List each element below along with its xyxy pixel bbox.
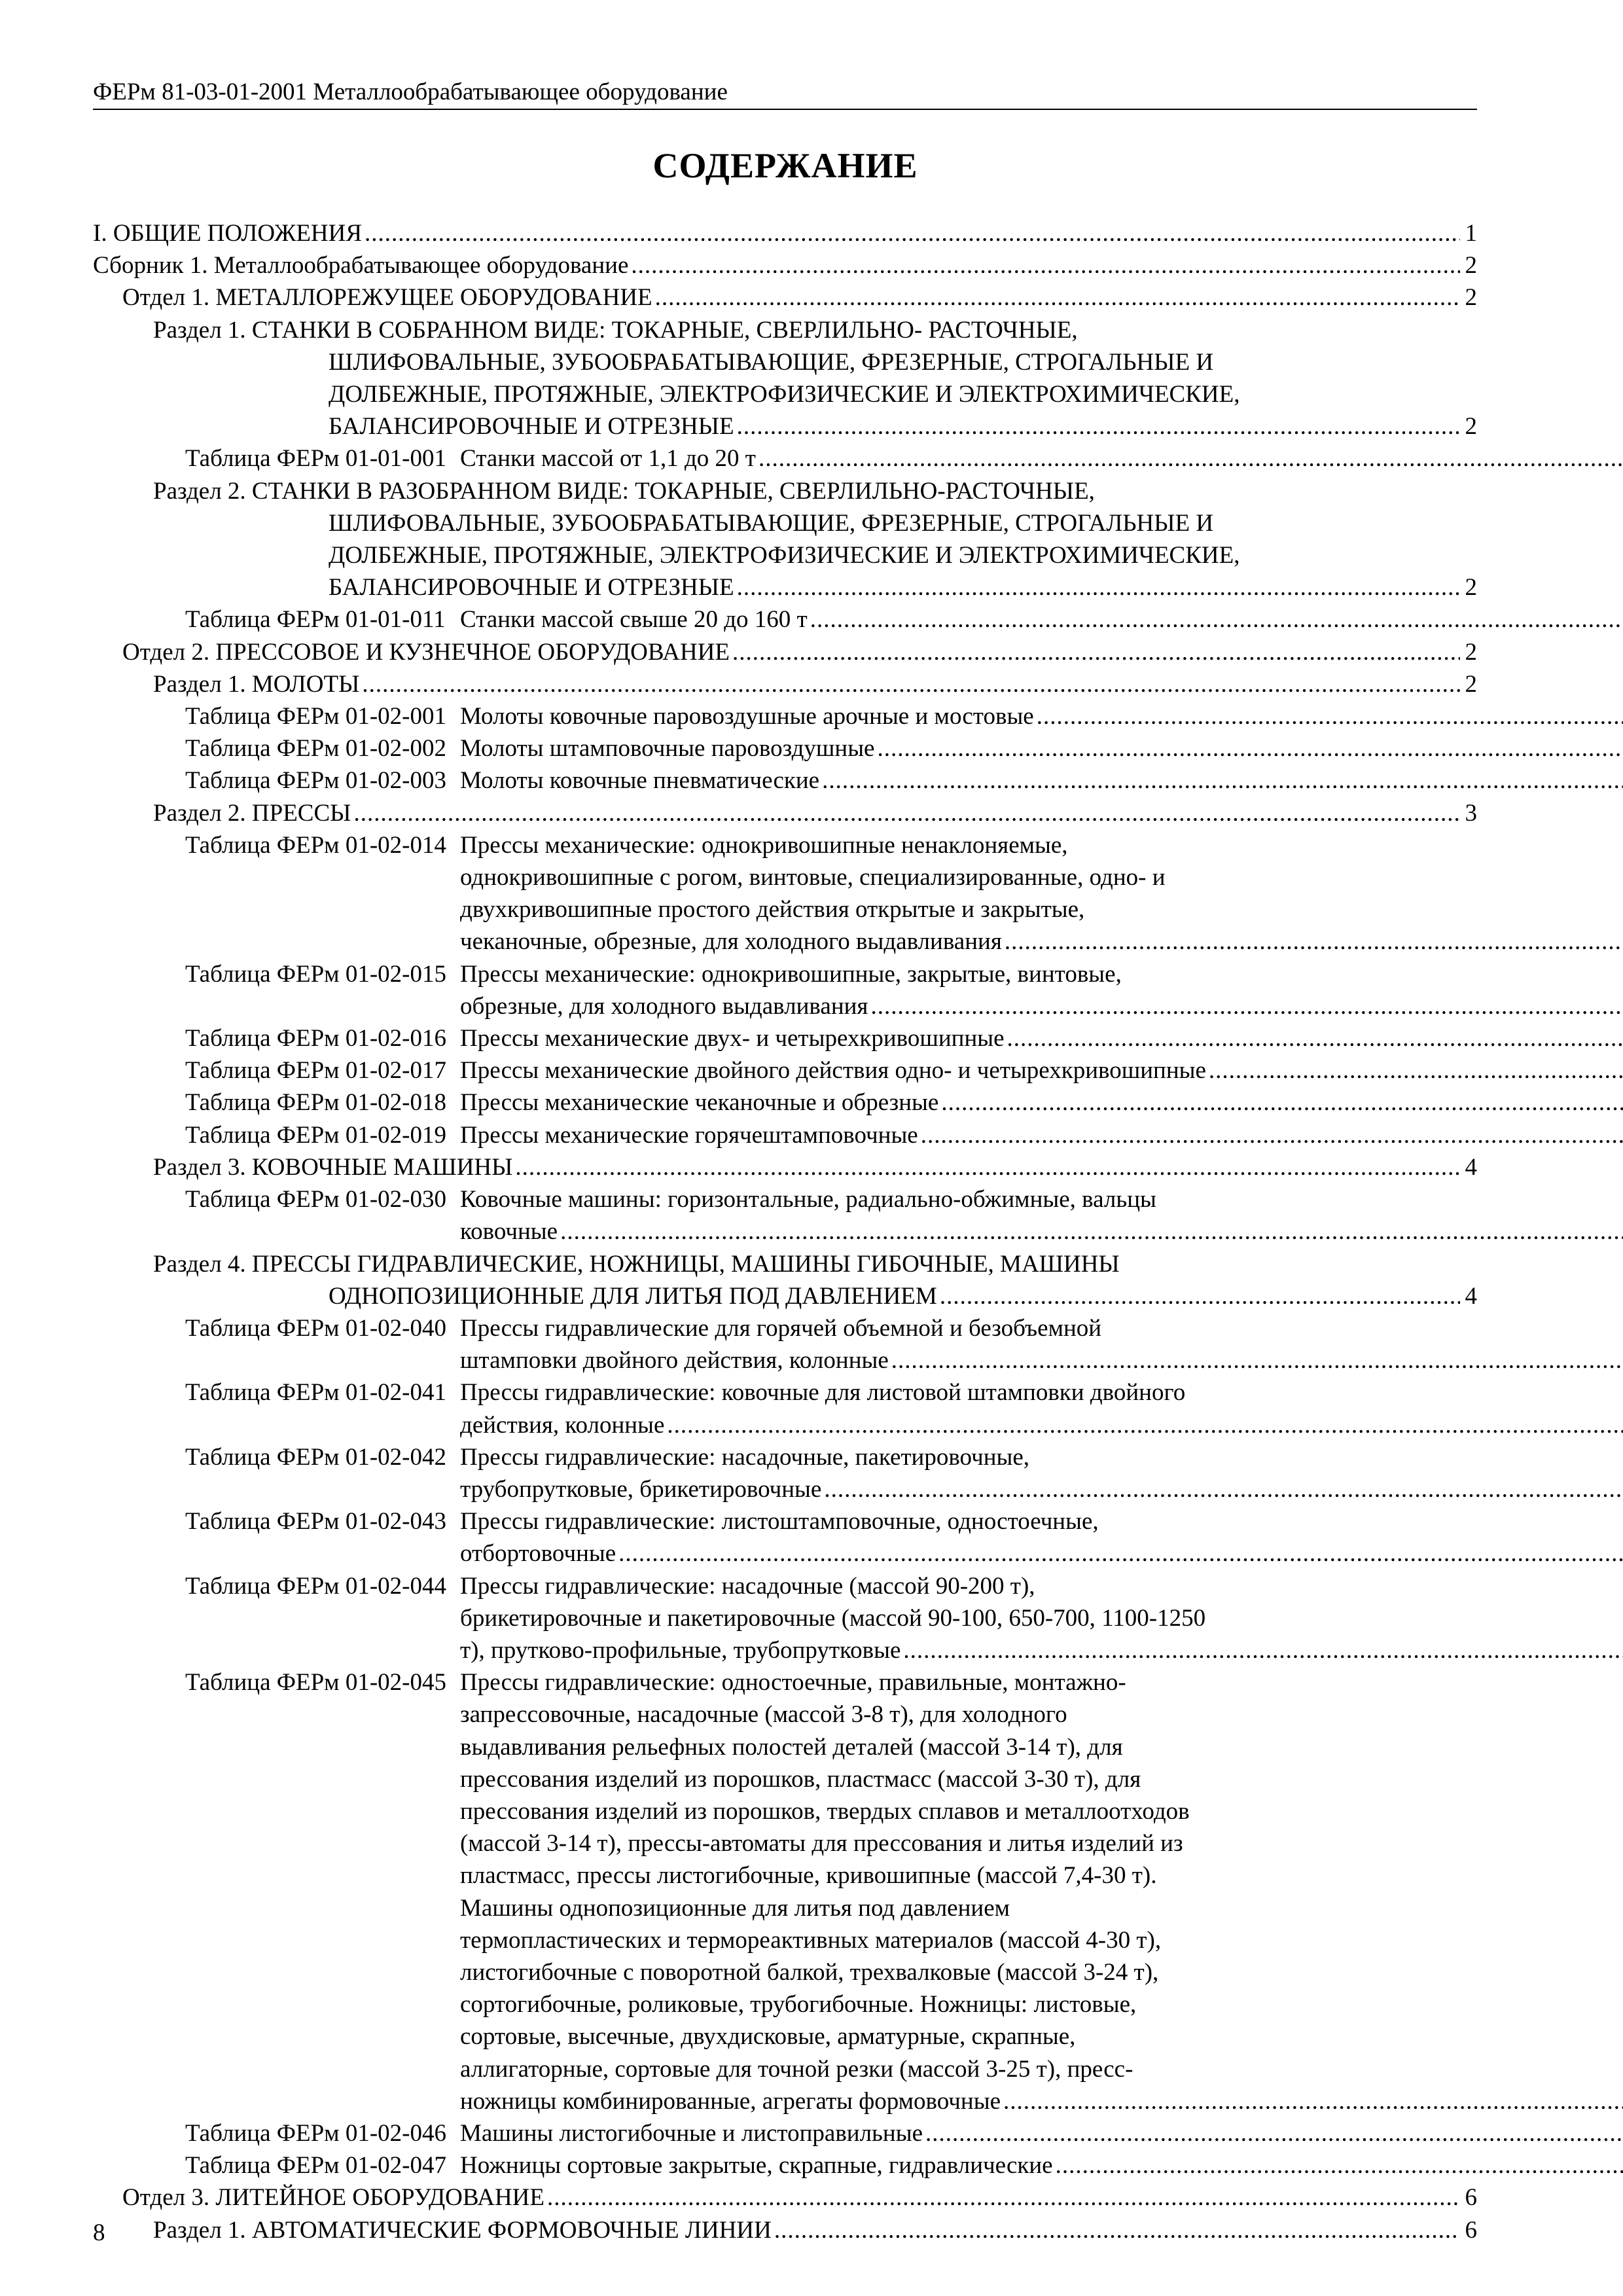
toc-entry-line: Прессы гидравлические: насадочные, пакетировочные, — [460, 1443, 1030, 1471]
toc-entry-title: Прессы механические двойного действия одно- и четырехкривошипные — [460, 1057, 1206, 1085]
toc-entry-title: действия, колонные — [460, 1411, 665, 1439]
table-code: Таблица ФЕРм 01-02-014 — [185, 831, 446, 859]
table-code: Таблица ФЕРм 01-01-001 — [185, 445, 446, 473]
toc-entry-line: Прессы гидравлические: листоштамповочные, одностоечные, — [460, 1508, 1099, 1535]
table-code: Таблица ФЕРм 01-02-001 — [185, 703, 446, 730]
dot-leader — [362, 668, 1460, 700]
table-code: Таблица ФЕРм 01-02-015 — [185, 960, 446, 988]
toc-entry[interactable] — [93, 281, 1477, 314]
toc-entry-line: (массой 3-14 т), прессы-автоматы для прессования и литья изделий из — [460, 1830, 1183, 1857]
toc-entry[interactable] — [93, 217, 1477, 249]
toc-page-number: 4 — [1465, 1282, 1477, 1310]
toc-entry-line: Прессы гидравлические: ковочные для листовой штамповки двойного — [460, 1379, 1186, 1407]
toc-entry[interactable] — [93, 1666, 1477, 2117]
page-title: СОДЕРЖАНИЕ — [652, 146, 918, 185]
dot-leader — [732, 636, 1460, 668]
dot-leader — [940, 1280, 1460, 1312]
toc-entry-line: Машины однопозиционные для литья под давлением — [460, 1894, 1010, 1922]
toc-entry[interactable] — [93, 764, 1477, 797]
toc-entry-line: однокривошипные с рогом, винтовые, специализированные, одно- и — [460, 864, 1166, 891]
toc-entry[interactable] — [93, 1119, 1477, 1151]
dot-leader — [810, 603, 1623, 636]
toc-entry-line: листогибочные с поворотной балкой, трехвалковые (массой 3-24 т), — [460, 1958, 1159, 1986]
toc-entry[interactable] — [93, 1505, 1477, 1570]
dot-leader — [1003, 2085, 1623, 2117]
toc-entry[interactable] — [93, 1441, 1477, 1505]
dot-leader — [631, 249, 1460, 281]
toc-entry-title: Машины листогибочные и листоправильные — [460, 2119, 923, 2147]
toc-entry[interactable] — [93, 603, 1477, 636]
toc-entry[interactable] — [93, 1570, 1477, 1667]
table-code: Таблица ФЕРм 01-02-016 — [185, 1025, 446, 1052]
dot-leader — [921, 1119, 1623, 1151]
toc-entry-title: Раздел 2. ПРЕССЫ — [153, 799, 351, 827]
toc-entry[interactable] — [93, 2149, 1477, 2181]
dot-leader — [941, 1086, 1623, 1119]
toc-entry-title: Раздел 1. МОЛОТЫ — [153, 670, 360, 698]
toc-entry-title: Прессы механические двух- и четырехкривошипные — [460, 1025, 1005, 1052]
toc-page-number: 4 — [1465, 1153, 1477, 1181]
toc-entry-title: т), прутково-профильные, трубопрутковые — [460, 1636, 901, 1664]
toc-entry-line: сортовые, высечные, двухдисковые, арматурные, скрапные, — [460, 2023, 1076, 2051]
toc-entry[interactable] — [93, 2117, 1477, 2149]
table-code: Таблица ФЕРм 01-02-003 — [185, 767, 446, 795]
toc-entry-title: Отдел 2. ПРЕССОВОЕ И КУЗНЕЧНОЕ ОБОРУДОВАНИЕ — [122, 638, 730, 666]
toc-entry-title: Молоты ковочные пневматические — [460, 767, 820, 795]
toc-entry-title: Ножницы сортовые закрытые, скрапные, гидравлические — [460, 2152, 1053, 2179]
toc-page-number: 2 — [1465, 638, 1477, 666]
toc-entry[interactable] — [93, 797, 1477, 829]
dot-leader — [903, 1634, 1623, 1666]
toc-entry-line: Ковочные машины: горизонтальные, радиально-обжимные, вальцы — [460, 1186, 1156, 1213]
table-code: Таблица ФЕРм 01-02-041 — [185, 1379, 446, 1407]
dot-leader — [667, 1409, 1623, 1441]
toc-entry-title: БАЛАНСИРОВОЧНЫЕ И ОТРЕЗНЫЕ — [329, 574, 734, 601]
toc-entry-title: Станки массой свыше 20 до 160 т — [460, 606, 808, 634]
toc-entry[interactable] — [93, 442, 1477, 475]
toc-entry-title: Отдел 1. МЕТАЛЛОРЕЖУЩЕЕ ОБОРУДОВАНИЕ — [122, 284, 652, 312]
toc-entry[interactable] — [93, 314, 1477, 443]
toc-entry[interactable] — [93, 1086, 1477, 1119]
toc-entry[interactable] — [93, 700, 1477, 732]
toc-entry-line: Раздел 4. ПРЕССЫ ГИДРАВЛИЧЕСКИЕ, НОЖНИЦЫ, МАШИНЫ ГИБОЧНЫЕ, МАШИНЫ — [153, 1250, 1120, 1278]
toc-entry-line: Прессы гидравлические: одностоечные, правильные, монтажно- — [460, 1669, 1126, 1696]
toc-entry-title: ковочные — [460, 1218, 558, 1246]
toc-entry[interactable] — [93, 1151, 1477, 1183]
table-code: Таблица ФЕРм 01-02-030 — [185, 1186, 446, 1213]
toc-entry[interactable] — [93, 829, 1477, 958]
toc-entry-line: брикетировочные и пакетировочные (массой 90-100, 650-700, 1100-1250 — [460, 1604, 1206, 1632]
dot-leader — [737, 571, 1460, 603]
table-code: Таблица ФЕРм 01-02-017 — [185, 1057, 446, 1085]
toc-entry-title: Раздел 1. АВТОМАТИЧЕСКИЕ ФОРМОВОЧНЫЕ ЛИНИИ — [153, 2216, 772, 2244]
toc-page-number: 2 — [1465, 670, 1477, 698]
toc-entry-title: Прессы механические горячештамповочные — [460, 1121, 918, 1149]
toc-entry-title: отбортовочные — [460, 1540, 616, 1568]
dot-leader — [877, 732, 1623, 764]
table-code: Таблица ФЕРм 01-02-044 — [185, 1572, 446, 1600]
toc-entry-line: двухкривошипные простого действия открытые и закрытые, — [460, 896, 1085, 924]
toc-entry[interactable] — [93, 475, 1477, 604]
dot-leader — [1007, 1022, 1623, 1054]
page-number: 8 — [93, 2219, 105, 2246]
toc-entry-line: ШЛИФОВАЛЬНЫЕ, ЗУБООБРАБАТЫВАЮЩИЕ, ФРЕЗЕРНЫЕ, СТРОГАЛЬНЫЕ И — [329, 348, 1214, 376]
toc-page-number: 1 — [1465, 220, 1477, 247]
toc-entry-title: Сборник 1. Металлообрабатывающее оборудование — [93, 252, 629, 279]
table-code: Таблица ФЕРм 01-02-018 — [185, 1089, 446, 1117]
dot-leader — [870, 990, 1623, 1022]
dot-leader — [1056, 2149, 1623, 2181]
dot-leader — [1037, 700, 1623, 732]
toc-entry[interactable] — [93, 732, 1477, 764]
dot-leader — [353, 797, 1460, 829]
toc-entry-title: чеканочные, обрезные, для холодного выдавливания — [460, 928, 1002, 956]
table-code: Таблица ФЕРм 01-02-040 — [185, 1314, 446, 1342]
dot-leader — [925, 2117, 1623, 2149]
table-code: Таблица ФЕРм 01-02-019 — [185, 1121, 446, 1149]
toc-entry-line: прессования изделий из порошков, пластмасс (массой 3-30 т), для — [460, 1765, 1141, 1793]
toc-entry[interactable] — [93, 1022, 1477, 1054]
toc-entry-line: прессования изделий из порошков, твердых сплавов и металлоотходов — [460, 1797, 1190, 1825]
toc-entry-title: Отдел 3. ЛИТЕЙНОЕ ОБОРУДОВАНИЕ — [122, 2184, 545, 2212]
toc-entry[interactable] — [93, 1248, 1477, 1312]
toc-entry-line: аллигаторные, сортовые для точной резки (массой 3-25 т), пресс- — [460, 2055, 1133, 2083]
table-code: Таблица ФЕРм 01-02-046 — [185, 2119, 446, 2147]
toc-entry-title: штамповки двойного действия, колонные — [460, 1347, 889, 1374]
dot-leader — [774, 2214, 1460, 2246]
toc-page-number: 6 — [1465, 2216, 1477, 2244]
toc-page-number: 2 — [1465, 413, 1477, 440]
toc-page-number: 2 — [1465, 574, 1477, 601]
toc-page-number: 2 — [1465, 284, 1477, 312]
toc-entry-line: Раздел 1. СТАНКИ В СОБРАННОМ ВИДЕ: ТОКАРНЫЕ, СВЕРЛИЛЬНО- РАСТОЧНЫЕ, — [153, 316, 1078, 344]
toc-entry-title: ножницы комбинированные, агрегаты формовочные — [460, 2087, 1001, 2115]
dot-leader — [515, 1151, 1460, 1183]
table-of-contents — [93, 217, 1477, 2246]
toc-entry[interactable] — [93, 668, 1477, 700]
toc-entry-line: Раздел 2. СТАНКИ В РАЗОБРАННОМ ВИДЕ: ТОКАРНЫЕ, СВЕРЛИЛЬНО-РАСТОЧНЫЕ, — [153, 477, 1095, 505]
toc-entry-line: ДОЛБЕЖНЫЕ, ПРОТЯЖНЫЕ, ЭЛЕКТРОФИЗИЧЕСКИЕ И ЭЛЕКТРОХИМИЧЕСКИЕ, — [329, 381, 1240, 408]
toc-entry-title: Молоты штамповочные паровоздушные — [460, 735, 875, 762]
toc-entry-title: ОДНОПОЗИЦИОННЫЕ ДЛЯ ЛИТЬЯ ПОД ДАВЛЕНИЕМ — [329, 1282, 937, 1310]
toc-page-number: 3 — [1465, 799, 1477, 827]
dot-leader — [655, 281, 1460, 314]
toc-entry[interactable] — [93, 958, 1477, 1022]
table-code: Таблица ФЕРм 01-01-011 — [185, 606, 446, 634]
toc-entry-line: термопластических и термореактивных материалов (массой 4-30 т), — [460, 1926, 1162, 1954]
toc-entry-line: выдавливания рельефных полостей деталей (массой 3-14 т), для — [460, 1733, 1123, 1761]
toc-entry-title: БАЛАНСИРОВОЧНЫЕ И ОТРЕЗНЫЕ — [329, 413, 734, 440]
dot-leader — [824, 1473, 1623, 1505]
toc-entry-line: Прессы гидравлические: насадочные (массой 90-200 т), — [460, 1572, 1035, 1600]
toc-entry-title: I. ОБЩИЕ ПОЛОЖЕНИЯ — [93, 220, 363, 247]
dot-leader — [758, 442, 1623, 475]
toc-entry[interactable] — [93, 1183, 1477, 1247]
toc-entry[interactable] — [93, 1054, 1477, 1086]
dot-leader — [822, 764, 1623, 797]
dot-leader — [560, 1215, 1623, 1247]
table-code: Таблица ФЕРм 01-02-043 — [185, 1508, 446, 1535]
dot-leader — [365, 217, 1460, 249]
toc-entry-line: Прессы механические: однокривошипные, закрытые, винтовые, — [460, 960, 1122, 988]
toc-entry[interactable] — [93, 2214, 1477, 2246]
toc-entry-line: ДОЛБЕЖНЫЕ, ПРОТЯЖНЫЕ, ЭЛЕКТРОФИЗИЧЕСКИЕ И ЭЛЕКТРОХИМИЧЕСКИЕ, — [329, 542, 1240, 569]
table-code: Таблица ФЕРм 01-02-045 — [185, 1669, 446, 1696]
toc-entry-title: Станки массой от 1,1 до 20 т — [460, 445, 756, 473]
table-code: Таблица ФЕРм 01-02-002 — [185, 735, 446, 762]
table-code: Таблица ФЕРм 01-02-047 — [185, 2152, 446, 2179]
toc-entry[interactable] — [93, 636, 1477, 668]
toc-entry-title: Прессы механические чеканочные и обрезные — [460, 1089, 939, 1117]
table-code: Таблица ФЕРм 01-02-042 — [185, 1443, 446, 1471]
toc-entry-title: Раздел 3. КОВОЧНЫЕ МАШИНЫ — [153, 1153, 513, 1181]
toc-entry-title: Молоты ковочные паровоздушные арочные и мостовые — [460, 703, 1034, 730]
toc-entry-line: ШЛИФОВАЛЬНЫЕ, ЗУБООБРАБАТЫВАЮЩИЕ, ФРЕЗЕРНЫЕ, СТРОГАЛЬНЫЕ И — [329, 509, 1214, 537]
toc-entry-line: Прессы гидравлические для горячей объемной и безобъемной — [460, 1314, 1102, 1342]
toc-entry[interactable] — [93, 249, 1477, 281]
dot-leader — [618, 1537, 1623, 1570]
toc-page-number: 2 — [1465, 252, 1477, 279]
toc-entry[interactable] — [93, 1312, 1477, 1376]
dot-leader — [737, 410, 1460, 442]
toc-entry-line: Прессы механические: однокривошипные ненаклоняемые, — [460, 831, 1068, 859]
dot-leader — [547, 2181, 1460, 2214]
toc-entry-title: трубопрутковые, брикетировочные — [460, 1475, 822, 1503]
toc-entry[interactable] — [93, 1376, 1477, 1441]
running-header: ФЕРм 81-03-01-2001 Металлообрабатывающее оборудование — [93, 77, 1477, 110]
dot-leader — [891, 1344, 1623, 1376]
toc-entry-line: сортогибочные, роликовые, трубогибочные. Ножницы: листовые, — [460, 1991, 1137, 2018]
dot-leader — [1209, 1054, 1623, 1086]
toc-entry[interactable] — [93, 2181, 1477, 2214]
toc-entry-title: обрезные, для холодного выдавливания — [460, 992, 868, 1020]
toc-entry-line: запрессовочные, насадочные (массой 3-8 т), для холодного — [460, 1701, 1067, 1729]
toc-page-number: 6 — [1465, 2184, 1477, 2212]
toc-entry-line: пластмасс, прессы листогибочные, кривошипные (массой 7,4-30 т). — [460, 1862, 1157, 1890]
dot-leader — [1005, 925, 1623, 958]
